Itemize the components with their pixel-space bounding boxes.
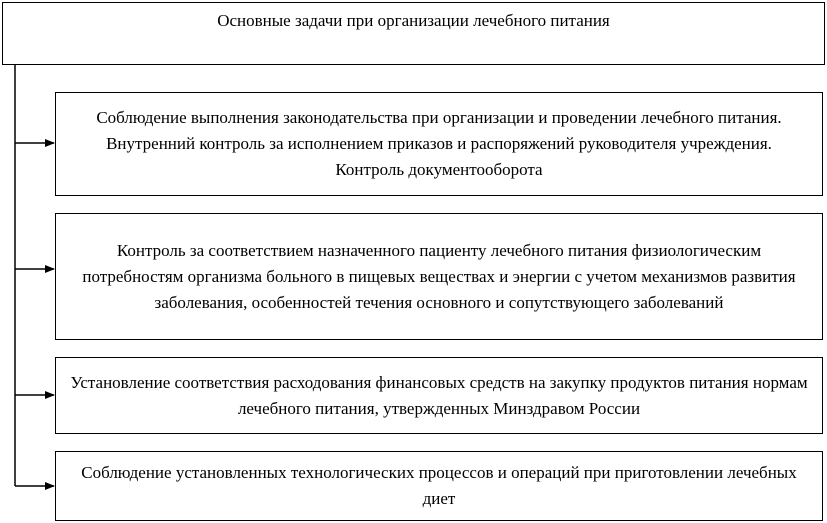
task-text-2: Контроль за соответствием назначенного пациенту лечебного питания физиологическим потребностям организма больного в пищевых веществах и энергии с учетом механизмов развития заболевания, особенностей течения основного и сопутствующего заболеваний (82, 240, 796, 312)
title-box (2, 2, 825, 65)
task-box-4 (55, 451, 823, 521)
task-box-3 (55, 357, 823, 434)
diagram-title: Основные задачи при организации лечебного питания (217, 11, 610, 30)
task-box-1 (55, 92, 823, 196)
task-text-3: Установление соответствия расходования финансовых средств на закупку продуктов питания нормам лечебного питания, утвержденных Минздравом России (70, 372, 808, 418)
task-text-4: Соблюдение установленных технологических процессов и операций при приготовлении лечебных диет (81, 463, 797, 508)
task-text-1: Соблюдение выполнения законодательства при организации и проведении лечебного питания. Внутренний контроль за исполнением приказов и распоряжений руководителя учреждения. Контроль документооборота (96, 108, 782, 179)
task-box-2 (55, 213, 823, 340)
